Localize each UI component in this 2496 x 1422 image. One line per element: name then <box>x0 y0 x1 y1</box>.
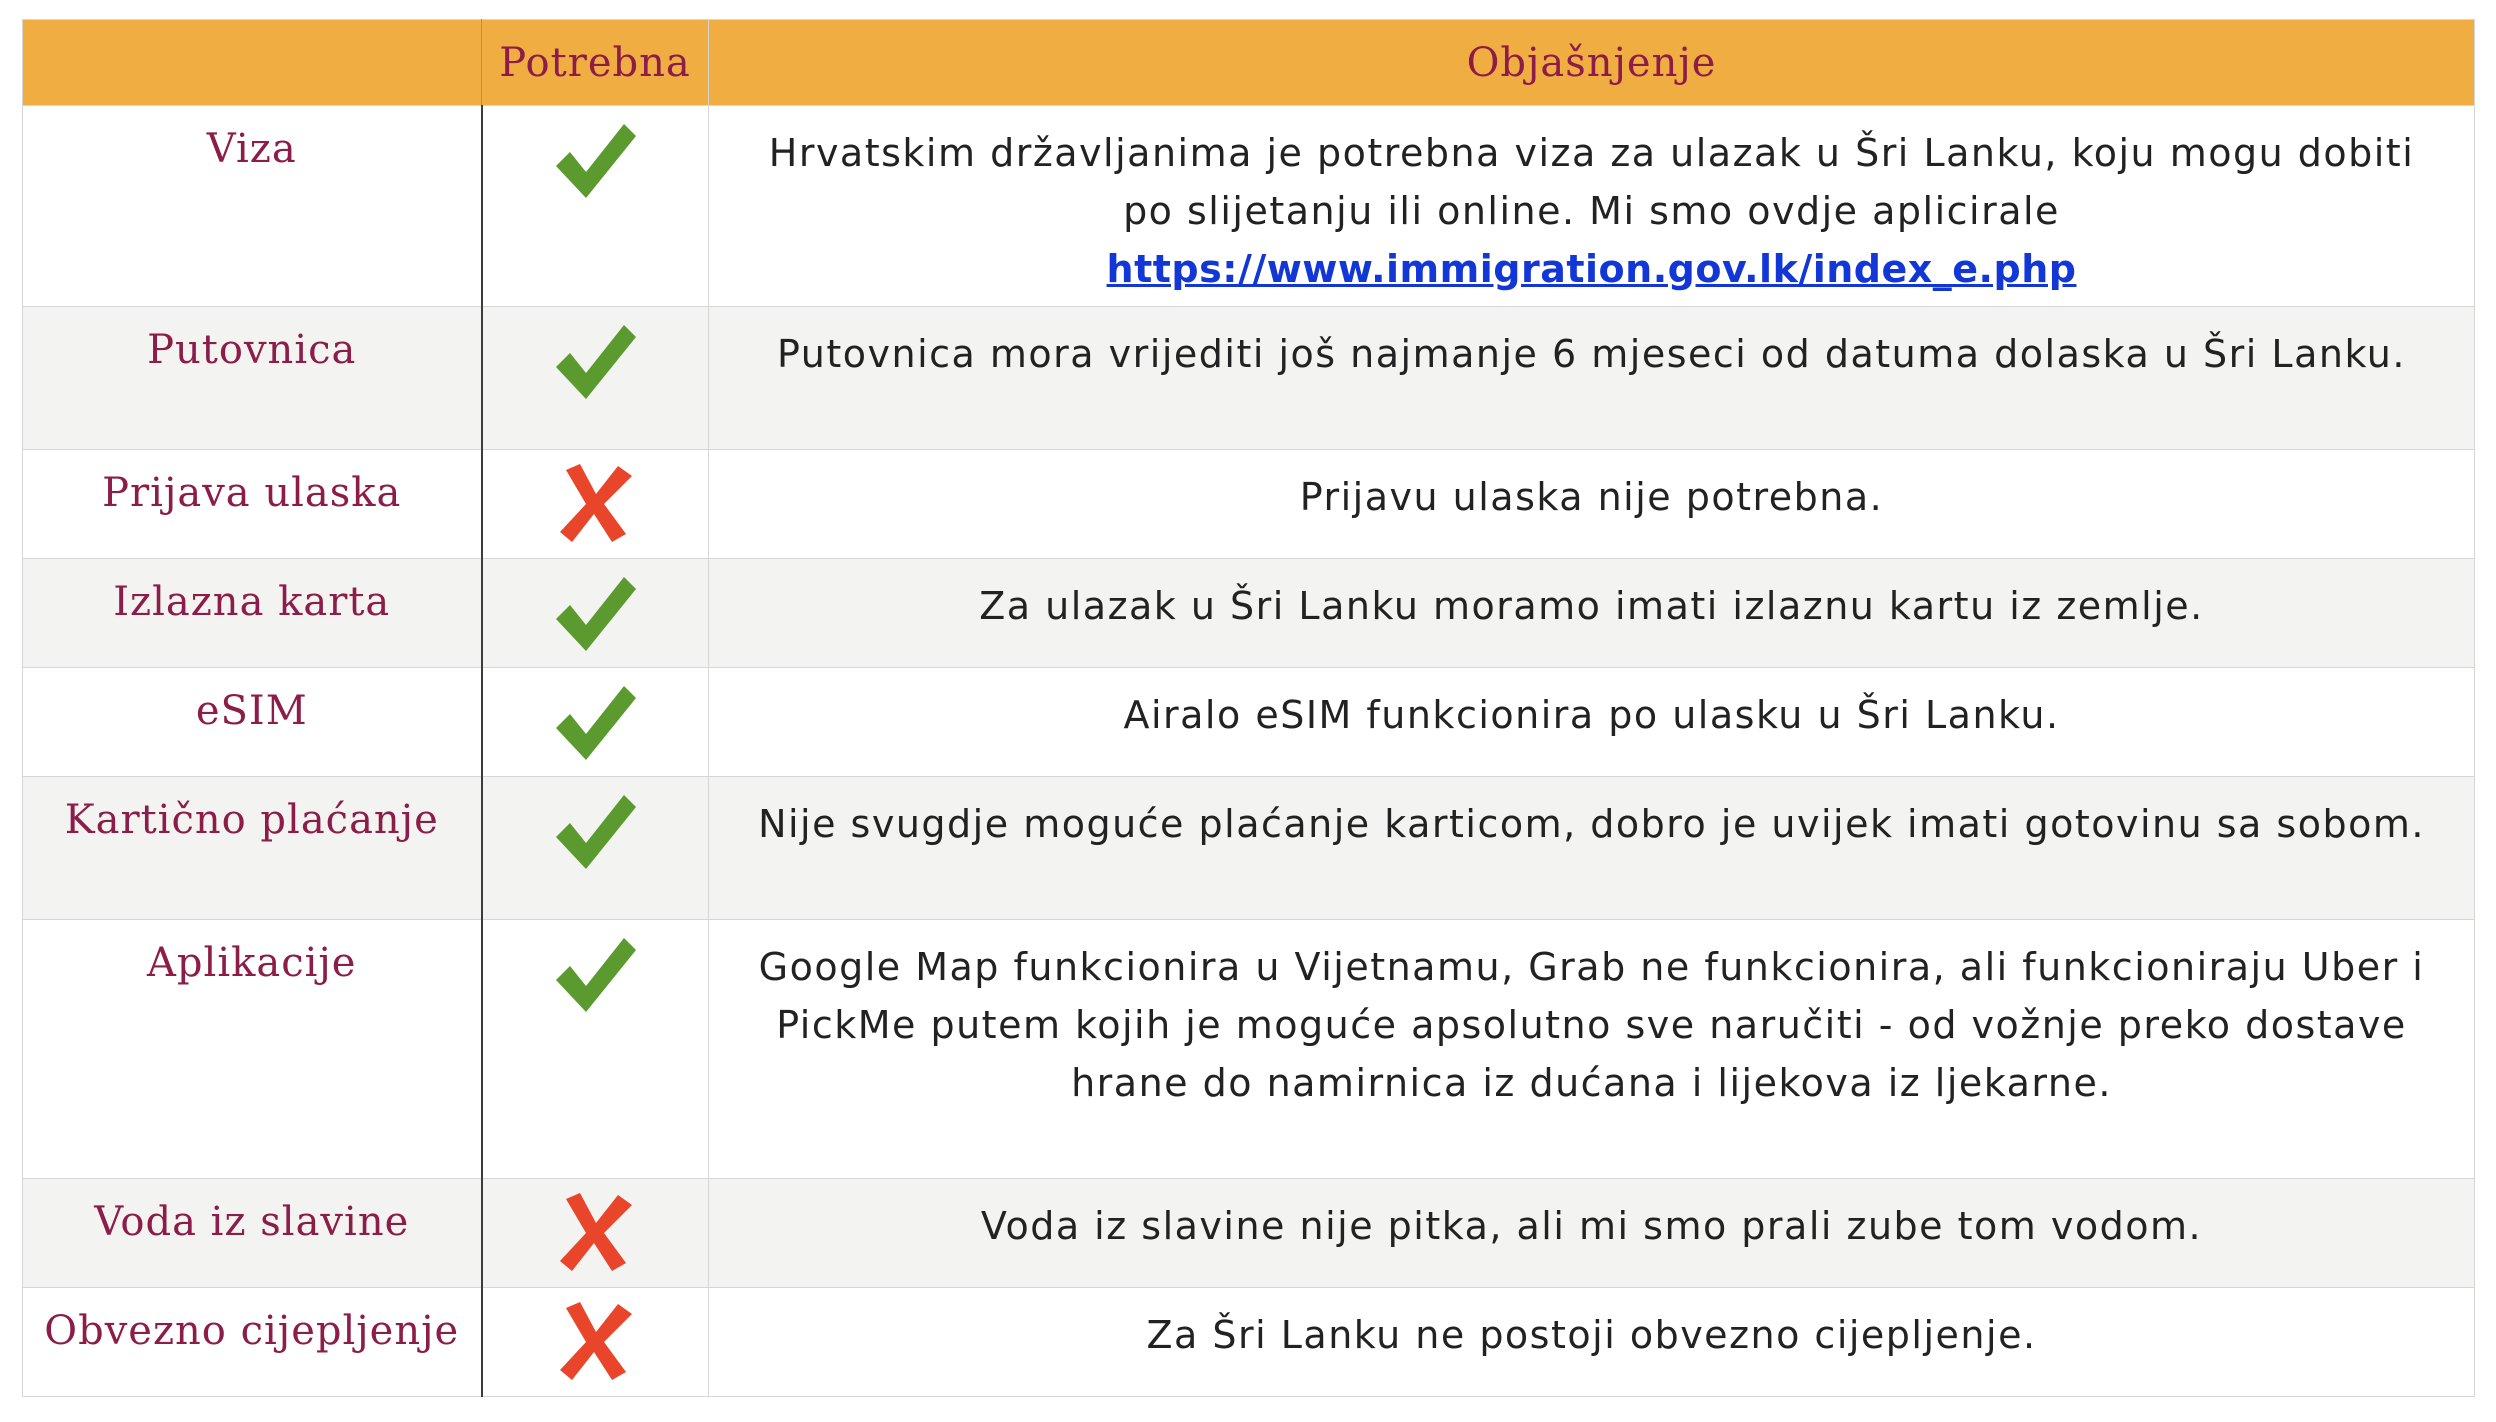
table-row <box>23 307 2475 450</box>
status-cell <box>482 1288 709 1397</box>
row-label: Obvezno cijepljenje <box>23 1288 482 1397</box>
status-cell <box>482 559 709 668</box>
table-row <box>23 1288 2475 1397</box>
header-row <box>23 20 2475 106</box>
description-text: Hrvatskim državljanima je potrebna viza za ulazak u Šri Lanku, koju mogu dobiti po slijetanju ili online. Mi smo ovdje aplicirale <box>768 131 2415 233</box>
status-cell <box>482 106 709 307</box>
cross-icon <box>552 460 638 546</box>
status-cell <box>482 777 709 920</box>
table-row <box>23 450 2475 559</box>
status-cell <box>482 1179 709 1288</box>
status-cell <box>482 920 709 1179</box>
checkmark-icon <box>552 569 638 655</box>
row-label: Aplikacije <box>23 920 482 1179</box>
row-description: Putovnica mora vrijediti još najmanje 6 mjeseci od datuma dolaska u Šri Lanku. <box>709 307 2475 450</box>
row-description: Airalo eSIM funkcionira po ulasku u Šri Lanku. <box>709 668 2475 777</box>
header-blank <box>23 20 482 106</box>
status-cell <box>482 307 709 450</box>
checkmark-icon <box>552 678 638 764</box>
requirements-table <box>22 19 2475 1397</box>
row-description: Prijavu ulaska nije potrebna. <box>709 450 2475 559</box>
table-row <box>23 668 2475 777</box>
header-required: Potrebna <box>482 20 709 106</box>
row-label: Kartično plaćanje <box>23 777 482 920</box>
cross-icon <box>552 1298 638 1384</box>
table-row <box>23 106 2475 307</box>
table-row <box>23 920 2475 1179</box>
status-cell <box>482 668 709 777</box>
row-label: Viza <box>23 106 482 307</box>
checkmark-icon <box>552 317 638 403</box>
status-cell <box>482 450 709 559</box>
checkmark-icon <box>552 787 638 873</box>
row-description: Za Šri Lanku ne postoji obvezno cijepljenje. <box>709 1288 2475 1397</box>
row-label: eSIM <box>23 668 482 777</box>
row-label: Voda iz slavine <box>23 1179 482 1288</box>
table-row <box>23 777 2475 920</box>
row-description: Za ulazak u Šri Lanku moramo imati izlaznu kartu iz zemlje. <box>709 559 2475 668</box>
row-description: Voda iz slavine nije pitka, ali mi smo prali zube tom vodom. <box>709 1179 2475 1288</box>
row-description <box>709 106 2475 307</box>
row-label: Izlazna karta <box>23 559 482 668</box>
header-explanation: Objašnjenje <box>709 20 2475 106</box>
checkmark-icon <box>552 116 638 202</box>
table-row <box>23 1179 2475 1288</box>
table-row <box>23 559 2475 668</box>
row-description: Nije svugdje moguće plaćanje karticom, dobro je uvijek imati gotovinu sa sobom. <box>709 777 2475 920</box>
row-label: Putovnica <box>23 307 482 450</box>
cross-icon <box>552 1189 638 1275</box>
row-description: Google Map funkcionira u Vijetnamu, Grab ne funkcionira, ali funkcioniraju Uber i PickMe putem kojih je moguće apsolutno sve naručiti - od vožnje preko dostave hrane do namirnica iz dućana i lijekova iz ljekarne. <box>709 920 2475 1179</box>
row-label: Prijava ulaska <box>23 450 482 559</box>
checkmark-icon <box>552 930 638 1016</box>
immigration-link[interactable]: https://www.immigration.gov.lk/index_e.php <box>1106 247 2077 291</box>
